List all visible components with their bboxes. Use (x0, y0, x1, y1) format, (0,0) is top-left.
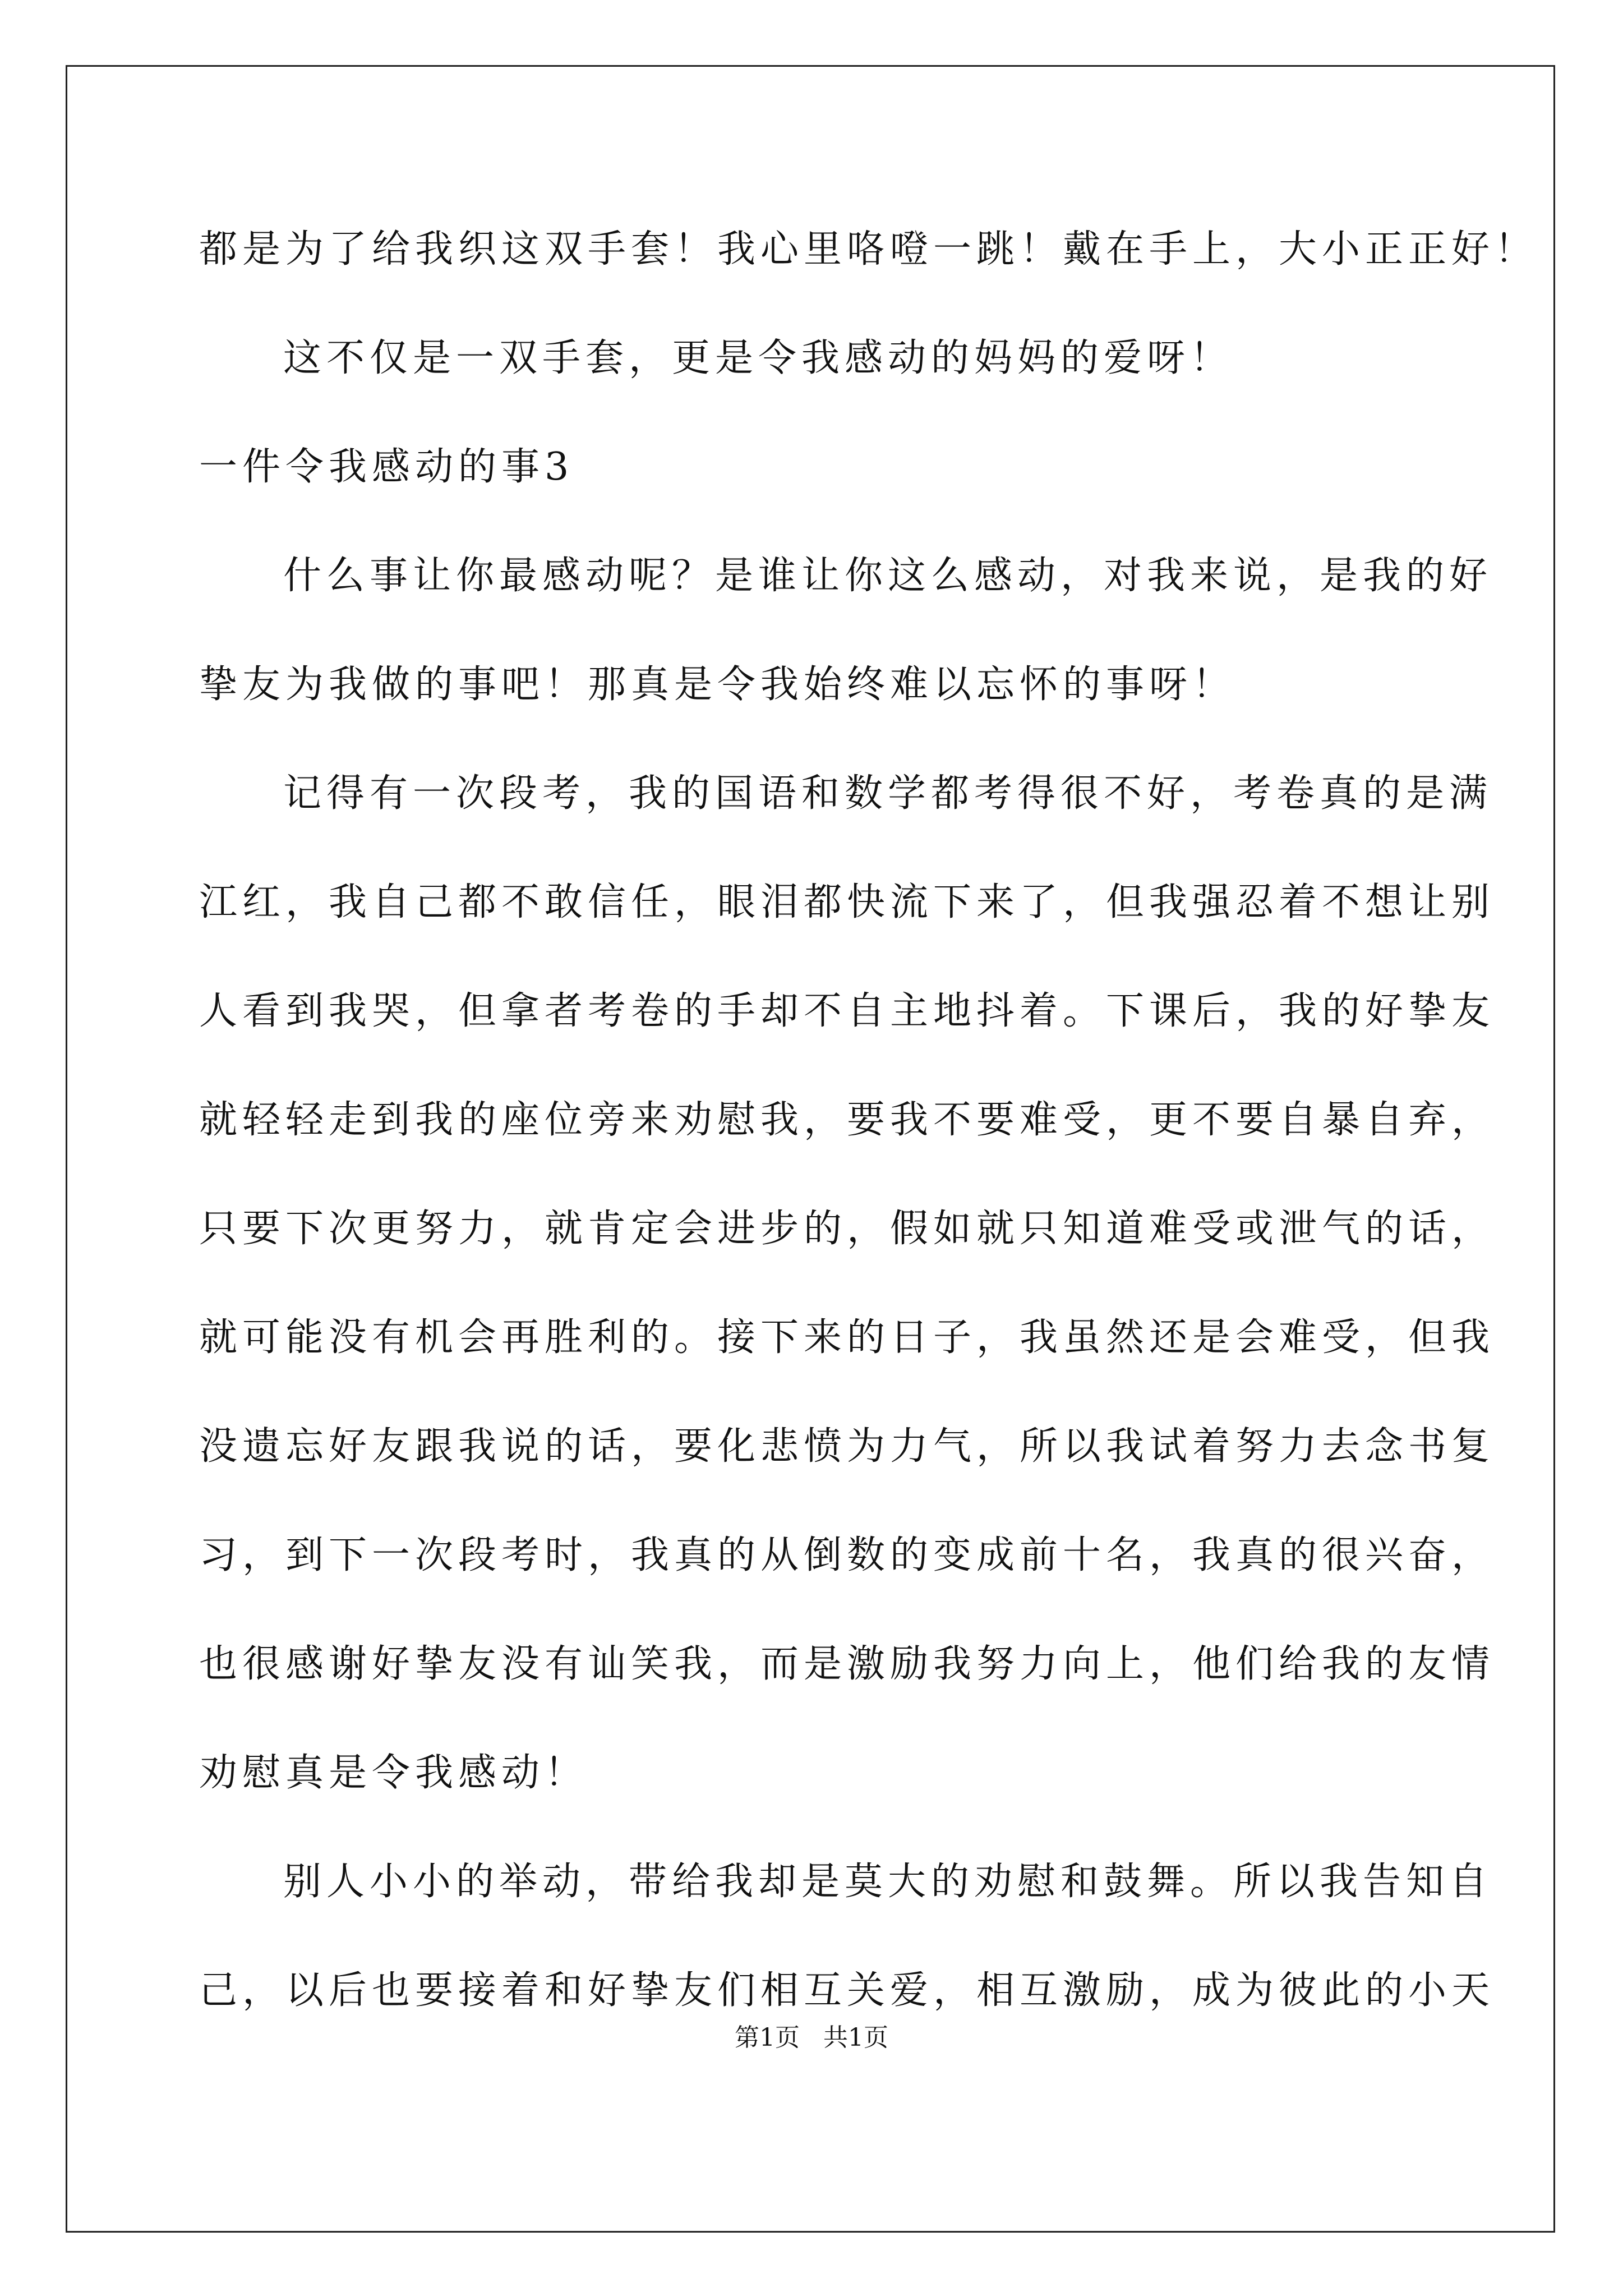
text-line-2: 这不仅是一双手套，更是令我感动的妈妈的爱呀！ (283, 336, 1234, 380)
text-line-17: 己，以后也要接着和好挚友们相互关爱，相互激励，成为彼此的小天 (199, 1968, 1495, 2013)
text-line-5: 挚友为我做的事吧！那真是令我始终难以忘怀的事呀！ (199, 662, 1236, 707)
text-line-14: 也很感谢好挚友没有讪笑我，而是激励我努力向上，他们给我的友情 (199, 1642, 1495, 1686)
text-line-4: 什么事让你最感动呢？是谁让你这么感动，对我来说，是我的好 (283, 554, 1493, 598)
text-line-7: 江红，我自己都不敢信任，眼泪都快流下来了，但我强忍着不想让别 (199, 880, 1495, 924)
text-line-16: 别人小小的举动，带给我却是莫大的劝慰和鼓舞。所以我告知自 (283, 1860, 1493, 1904)
text-line-10: 只要下次更努力，就肯定会进步的，假如就只知道难受或泄气的话， (199, 1207, 1495, 1251)
page-border (66, 65, 1555, 2233)
text-line-1: 都是为了给我织这双手套！我心里咯噔一跳！戴在手上，大小正正好！ (199, 227, 1538, 272)
text-line-8: 人看到我哭，但拿者考卷的手却不自主地抖着。下课后，我的好挚友 (199, 989, 1495, 1033)
text-line-12: 没遗忘好友跟我说的话，要化悲愤为力气，所以我试着努力去念书复 (199, 1424, 1495, 1469)
text-line-15: 劝慰真是令我感动！ (199, 1751, 588, 1795)
section-heading: 一件令我感动的事3 (199, 445, 574, 489)
text-line-9: 就轻轻走到我的座位旁来劝慰我，要我不要难受，更不要自暴自弃， (199, 1098, 1495, 1142)
page-number-footer: 第1页 共1页 (735, 2023, 888, 2052)
text-line-6: 记得有一次段考，我的国语和数学都考得很不好，考卷真的是满 (283, 771, 1493, 816)
text-line-11: 就可能没有机会再胜利的。接下来的日子，我虽然还是会难受，但我 (199, 1315, 1495, 1360)
text-line-13: 习，到下一次段考时，我真的从倒数的变成前十名，我真的很兴奋， (199, 1533, 1495, 1577)
